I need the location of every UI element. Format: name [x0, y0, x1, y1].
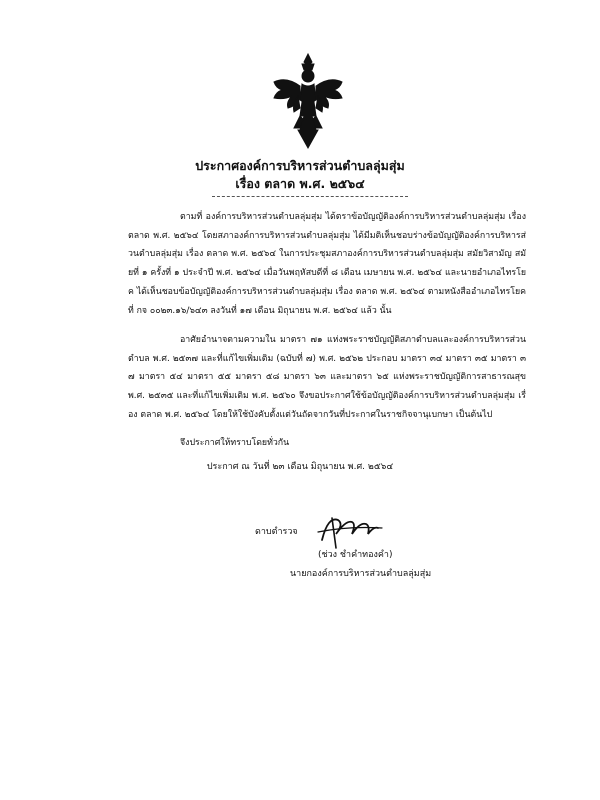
title-divider	[212, 196, 408, 197]
title-block	[0, 157, 600, 193]
paragraph-3-text: จึงประกาศให้ทราบโดยทั่วกัน	[180, 438, 290, 448]
announce-date: ประกาศ ณ วันที่ ๒๓ เดือน มิถุนายน พ.ศ. ๒๕๖๔	[206, 462, 394, 472]
paragraph-2-text: อาศัยอำนาจตามความใน มาตรา ๗๑ แห่งพระราชบัญญัติสภาตำบลและองค์การบริหารส่วนตำบล พ.ศ. ๒๕๓๗ และที่แก้ไขเพิ่มเติม (ฉบับที่ ๗) พ.ศ. ๒๕๖๒ ประกอบ มาตรา ๓๔ มาตรา ๓๕ มาตรา ๓๗ มาตรา ๕๔ มาตรา ๕๕ มาตรา ๕๘ มาตรา ๖๓ และมาตรา ๖๕ แห่งพระราชบัญญัติการสาธารณสุข พ.ศ. ๒๕๓๕ และที่แก้ไขเพิ่มเติม พ.ศ. ๒๕๖๐ จึงขอประกาศใช้ข้อบัญญัติองค์การบริหารส่วนตำบลลุ่มสุ่ม เรื่อง ตลาด พ.ศ. ๒๕๖๔ โดยให้ใช้บังคับตั้งแต่วันถัดจากวันที่ประกาศในราชกิจจานุเบกษา เป็นต้นไป	[128, 335, 526, 420]
paragraph-3	[128, 434, 526, 453]
announcement-subject: เรื่อง ตลาด พ.ศ. ๒๕๖๔	[235, 176, 365, 191]
signatory-name: (ช่วง ชำคำทองคำ)	[318, 550, 393, 560]
announcement-title: ประกาศองค์การบริหารส่วนตำบลลุ่มสุ่ม	[195, 158, 405, 173]
garuda-emblem-icon	[268, 50, 348, 152]
signatory-position: นายกองค์การบริหารส่วนตำบลลุ่มสุ่ม	[290, 569, 432, 579]
paragraph-2	[128, 331, 526, 425]
paragraph-1-text: ตามที่ องค์การบริหารส่วนตำบลลุ่มสุ่ม ได้ตราข้อบัญญัติองค์การบริหารส่วนตำบลลุ่มสุ่ม เรื่อง ตลาด พ.ศ. ๒๕๖๔ โดยสภาองค์การบริหารส่วนตำบลลุ่มสุ่ม ได้มีมติเห็นชอบร่างข้อบัญญัติองค์การบริหารส่วนตำบลลุ่มสุ่ม เรื่อง ตลาด พ.ศ. ๒๕๖๔ ในการประชุมสภาองค์การบริหารส่วนตำบลลุ่มสุ่ม สมัยวิสามัญ สมัยที่ ๑ ครั้งที่ ๑ ประจำปี พ.ศ. ๒๕๖๔ เมื่อวันพฤหัสบดีที่ ๘ เดือน เมษายน พ.ศ. ๒๕๖๔ และนายอำเภอไทรโยค ได้เห็นชอบข้อบัญญัติองค์การบริหารส่วนตำบลลุ่มสุ่ม เรื่อง ตลาด พ.ศ. ๒๕๖๔ ตามหนังสืออำเภอไทรโยค ที่ กจ ๐๐๒๓.๑๖/๖๔๓ ลงวันที่ ๑๗ เดือน มิถุนายน พ.ศ. ๒๕๖๔ แล้ว นั้น	[128, 212, 526, 316]
signatory-rank: ดาบตำรวจ	[255, 527, 298, 537]
paragraph-1	[128, 208, 526, 320]
